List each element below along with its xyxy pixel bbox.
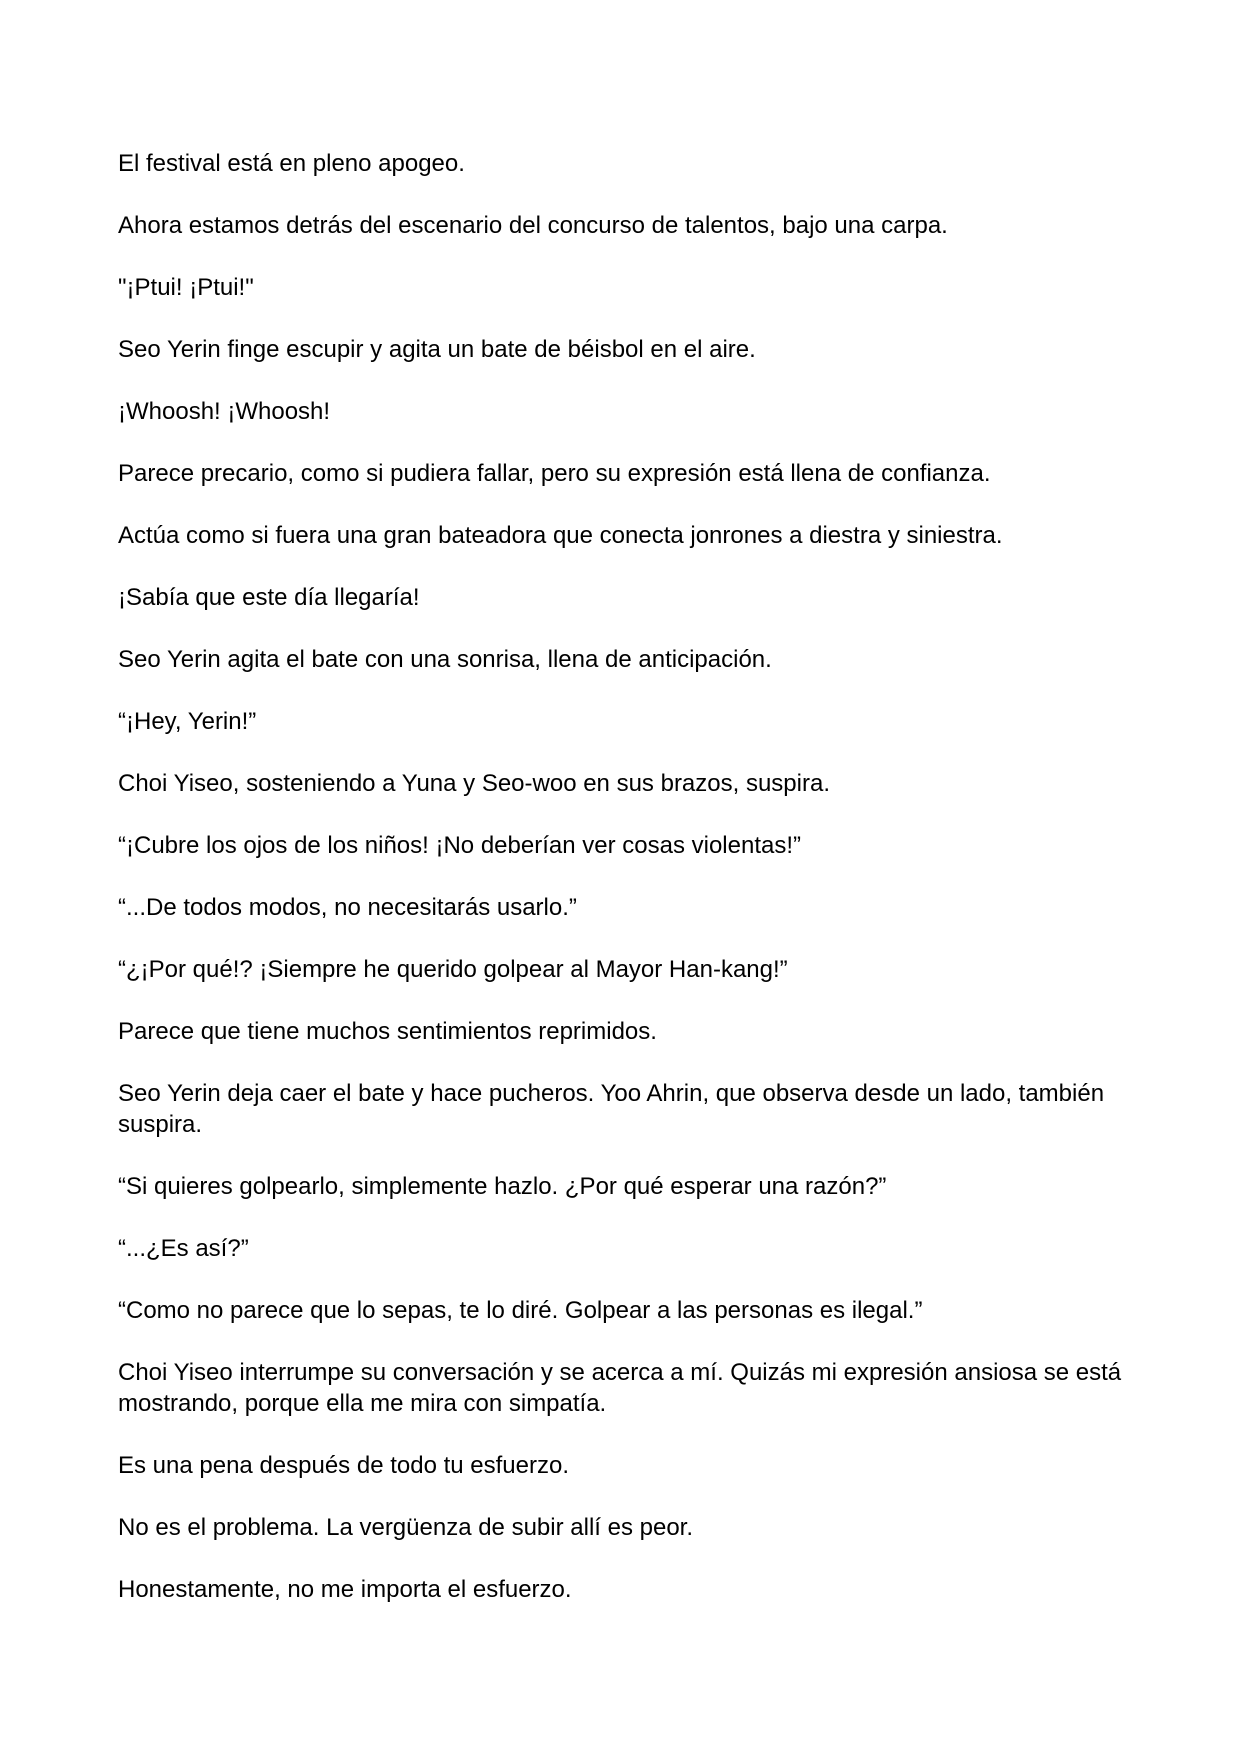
paragraph: “¿¡Por qué!? ¡Siempre he querido golpear al Mayor Han-kang!” (118, 956, 788, 983)
paragraph: ¡Sabía que este día llegaría! (118, 584, 420, 611)
paragraph: "¡Ptui! ¡Ptui!" (118, 274, 254, 301)
paragraph: ¡Whoosh! ¡Whoosh! (118, 398, 331, 425)
paragraph: Seo Yerin deja caer el bate y hace pucheros. Yoo Ahrin, que observa desde un lado, también suspira. (118, 1080, 1105, 1138)
paragraph: Es una pena después de todo tu esfuerzo. (118, 1452, 569, 1479)
paragraph: Seo Yerin finge escupir y agita un bate de béisbol en el aire. (118, 336, 756, 363)
document-body (118, 148, 1128, 1636)
paragraph: El festival está en pleno apogeo. (118, 150, 465, 177)
paragraph: Choi Yiseo, sosteniendo a Yuna y Seo-woo en sus brazos, suspira. (118, 770, 830, 797)
paragraph: Seo Yerin agita el bate con una sonrisa, llena de anticipación. (118, 646, 772, 673)
paragraph: Ahora estamos detrás del escenario del concurso de talentos, bajo una carpa. (118, 212, 948, 239)
paragraph: No es el problema. La vergüenza de subir allí es peor. (118, 1514, 694, 1541)
paragraph: “...De todos modos, no necesitarás usarlo.” (118, 894, 577, 921)
paragraph: Honestamente, no me importa el esfuerzo. (118, 1576, 572, 1603)
paragraph: “¡Hey, Yerin!” (118, 708, 257, 735)
paragraph: “...¿Es así?” (118, 1235, 249, 1262)
paragraph: “Si quieres golpearlo, simplemente hazlo. ¿Por qué esperar una razón?” (118, 1173, 887, 1200)
paragraph: Actúa como si fuera una gran bateadora que conecta jonrones a diestra y siniestra. (118, 522, 1003, 549)
paragraph: Parece que tiene muchos sentimientos reprimidos. (118, 1018, 657, 1045)
paragraph: Choi Yiseo interrumpe su conversación y se acerca a mí. Quizás mi expresión ansiosa se está mostrando, porque ella me mira con simpatía. (118, 1359, 1122, 1417)
paragraph: “¡Cubre los ojos de los niños! ¡No deberían ver cosas violentas!” (118, 832, 801, 859)
paragraph: “Como no parece que lo sepas, te lo diré. Golpear a las personas es ilegal.” (118, 1297, 923, 1324)
paragraph: Parece precario, como si pudiera fallar, pero su expresión está llena de confianza. (118, 460, 991, 487)
